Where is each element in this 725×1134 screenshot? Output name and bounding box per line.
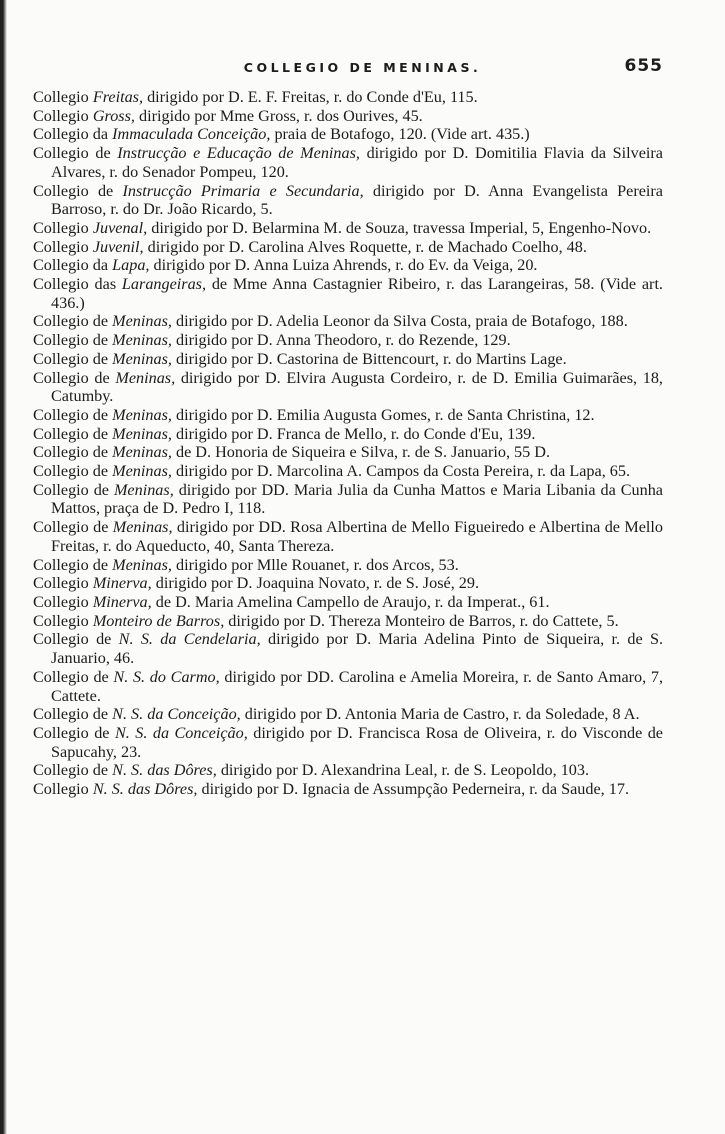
list-item: Collegio de N. S. das Dôres, dirigido por D. Alexandrina Leal, r. de S. Leopoldo, 103. [33, 761, 590, 780]
entry-list [33, 88, 663, 799]
list-item: Collegio N. S. das Dôres, dirigido por D. Ignacia de Assumpção Pederneira, r. da Saude, 17. [33, 780, 630, 799]
list-item: Collegio de Meninas, dirigido por D. Adelia Leonor da Silva Costa, praia de Botafogo, 188. [33, 312, 628, 331]
list-item: Collegio de Meninas, dirigido por D. Anna Theodoro, r. do Rezende, 129. [33, 331, 511, 350]
list-item: Collegio de Meninas, dirigido por D. Franca de Mello, r. do Conde d'Eu, 139. [33, 424, 536, 443]
running-title: COLLEGIO DE MENINAS. [243, 60, 482, 75]
list-item: Collegio Freitas, dirigido por D. E. F. Freitas, r. do Conde d'Eu, 115. [33, 88, 478, 106]
list-item: Collegio da Immaculada Conceição, praia de Botafogo, 120. (Vide art. 435.) [33, 125, 530, 144]
list-item: Collegio de Meninas, dirigido por DD. Maria Julia da Cunha Mattos e Maria Libania da Cunha Mattos, praça de D. Pedro I, 118. [33, 480, 663, 518]
list-item: Collegio de N. S. do Carmo, dirigido por DD. Carolina e Amelia Moreira, r. de Santo Amaro, 7, Cattete. [33, 667, 663, 705]
list-item: Collegio de Meninas, dirigido por D. Elvira Augusta Cordeiro, r. de D. Emilia Guimarães, 18, Catumby. [33, 368, 663, 406]
list-item: Collegio das Larangeiras, de Mme Anna Castagnier Ribeiro, r. das Larangeiras, 58. (Vide art. 436.) [33, 275, 663, 312]
list-item: Collegio de N. S. da Cendelaria, dirigido por D. Maria Adelina Pinto de Siqueira, r. de S. Januario, 46. [33, 630, 663, 668]
list-item: Collegio Minerva, de D. Maria Amelina Campello de Araujo, r. da Imperat., 61. [33, 592, 550, 611]
list-item: Collegio de Meninas, dirigido por D. Marcolina A. Campos da Costa Pereira, r. da Lapa, 65. [33, 462, 631, 481]
list-item: Collegio de Meninas, de D. Honoria de Siqueira e Silva, r. de S. Januario, 55 D. [33, 443, 551, 462]
list-item: Collegio Minerva, dirigido por D. Joaquina Novato, r. de S. José, 29. [33, 574, 480, 593]
binding-edge [0, 0, 7, 1134]
list-item: Collegio de N. S. da Conceição, dirigido por D. Antonia Maria de Castro, r. da Soledade, 8 A. [33, 705, 640, 724]
list-item: Collegio de Meninas, dirigido por D. Castorina de Bittencourt, r. do Martins Lage. [33, 349, 567, 368]
list-item: Collegio Gross, dirigido por Mme Gross, r. dos Ourives, 45. [33, 106, 423, 125]
list-item: Collegio de Instrucção Primaria e Secundaria, dirigido por D. Anna Evangelista Pereira Barroso, r. do Dr. João Ricardo, 5. [33, 181, 663, 219]
list-item: Collegio de N. S. da Conceição, dirigido por D. Francisca Rosa de Oliveira, r. do Visconde de Sapucahy, 23. [33, 723, 663, 761]
list-item: Collegio de Meninas, dirigido por Mlle Rouanet, r. dos Arcos, 53. [33, 555, 459, 574]
page-number: 655 [624, 56, 663, 76]
list-item: Collegio Juvenal, dirigido por D. Belarmina M. de Souza, travessa Imperial, 5, Engenho-Novo. [33, 218, 652, 237]
list-item: Collegio da Lapa, dirigido por D. Anna Luiza Ahrends, r. do Ev. da Veiga, 20. [33, 256, 538, 275]
list-item: Collegio Juvenil, dirigido por D. Carolina Alves Roquette, r. de Machado Coelho, 48. [33, 237, 587, 256]
list-item: Collegio de Meninas, dirigido por DD. Rosa Albertina de Mello Figueiredo e Albertina de Mello Freitas, r. do Aqueducto, 40, Santa Thereza. [33, 518, 663, 555]
list-item: Collegio de Instrucção e Educação de Meninas, dirigido por D. Domitilia Flavia da Silveira Alvares, r. do Senador Pompeu, 120. [33, 144, 663, 181]
list-item: Collegio de Meninas, dirigido por D. Emilia Augusta Gomes, r. de Santa Christina, 12. [33, 405, 595, 424]
page-header [0, 58, 725, 82]
list-item: Collegio Monteiro de Barros, dirigido por D. Thereza Monteiro de Barros, r. do Cattete, 5. [33, 611, 619, 630]
